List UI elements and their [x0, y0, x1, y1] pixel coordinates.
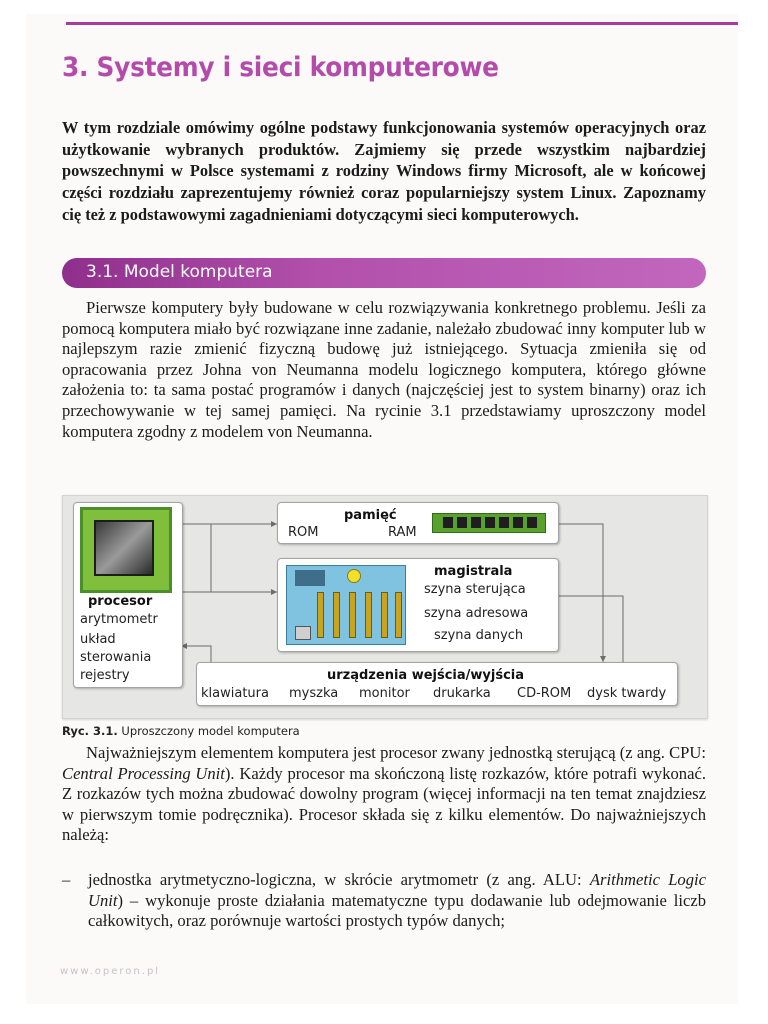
io-device: CD-ROM	[517, 686, 572, 701]
memory-ram: RAM	[388, 525, 417, 540]
ram-module-icon	[432, 513, 546, 533]
io-device: klawiatura	[201, 686, 269, 701]
io-title: urządzenia wejścia/wyjścia	[327, 668, 525, 683]
paragraph-processor-term: Central Processing Unit	[62, 763, 225, 783]
memory-box	[277, 502, 559, 544]
io-device: monitor	[359, 686, 410, 701]
paragraph-processor-text-end: ). Każdy procesor ma skończoną listę rozkazów, które potrafi wykonać. Z rozkazów tych można zbudować dowolny program (więcej informacji na ten temat znajdziesz w pierwszym tomie podręcznika). Procesor składa się z kilku elementów. Do najważniejszych należą:	[62, 763, 706, 845]
processor-item: rejestry	[80, 668, 130, 683]
footer-url: www.operon.pl	[60, 966, 161, 977]
cpu-chip-icon	[80, 507, 172, 593]
figure-caption-text: Uproszczony model komputera	[121, 724, 300, 738]
figure-caption	[62, 724, 300, 738]
bus-address: szyna adresowa	[424, 606, 529, 621]
memory-title: pamięć	[344, 508, 397, 523]
bus-control: szyna sterująca	[424, 582, 526, 597]
list-item	[88, 870, 706, 932]
chapter-title: 3. Systemy i sieci komputerowe	[62, 52, 499, 83]
top-rule	[66, 22, 738, 25]
figure-caption-label: Ryc. 3.1.	[62, 724, 118, 738]
processor-item: arytmometr	[80, 612, 158, 627]
section-title: 3.1. Model komputera	[86, 262, 273, 282]
processor-box	[73, 502, 183, 688]
list-item-text-end: ) – wykonuje proste działania matematyczne typu dodawanie lub odejmowanie liczb całkowitych, oraz porównuje wartości prostych typów danych;	[88, 890, 706, 931]
motherboard-icon	[286, 565, 406, 645]
io-device: drukarka	[433, 686, 491, 701]
bus-box	[277, 558, 559, 652]
paragraph-processor	[62, 743, 706, 846]
bus-title: magistrala	[434, 564, 513, 579]
list-item-term: Arithmetic Logic Unit	[88, 870, 707, 910]
processor-item: sterowania	[80, 650, 152, 665]
processor-title: procesor	[88, 594, 153, 609]
paragraph-model: Pierwsze komputery były budowane w celu rozwiązywania konkretnego problemu. Jeśli za pomocą komputera miało być rozwiązane inne zadanie, należało zbudować inny komputer lub w najlepszym razie zmienić fizyczną budowę już istniejącego. Sytuacja zmieniła się od opracowania przez Johna von Neumanna modelu logicznego komputera, którego główne założenia to: ta sama postać programów i danych (najczęściej jest to system binarny) oraz ich przechowywanie w tej samej pamięci. Na rycinie 3.1 przedstawiamy uproszczony model komputera zgodny z modelem von Neumanna.	[62, 298, 706, 441]
io-device: myszka	[289, 686, 339, 701]
bus-data: szyna danych	[434, 628, 524, 643]
io-device: dysk twardy	[587, 686, 667, 701]
paragraph-processor-text: Najważniejszym elementem komputera jest procesor zwany jednostką sterującą (z ang. CPU:	[86, 743, 706, 762]
processor-item: układ	[80, 632, 116, 647]
memory-rom: ROM	[288, 525, 319, 540]
chapter-intro: W tym rozdziale omówimy ogólne podstawy funkcjonowania systemów operacyjnych oraz użytkowanie wybranych produktów. Zajmiemy się przede wszystkim najbardziej powszechnymi w Polsce systemami z rodziny Windows firmy Microsoft, ale w końcowej części rozdziału zaprezentujemy również coraz popularniejszy system Linux. Zapoznamy cię też z podstawowymi zagadnieniami dotyczącymi sieci komputerowych.	[62, 118, 706, 224]
list-bullet: –	[62, 870, 71, 889]
computer-model-figure	[62, 495, 708, 719]
list-item-text: jednostka arytmetyczno-logiczna, w skrócie arytmometr (z ang. ALU:	[88, 870, 590, 889]
io-devices-box	[196, 662, 678, 706]
